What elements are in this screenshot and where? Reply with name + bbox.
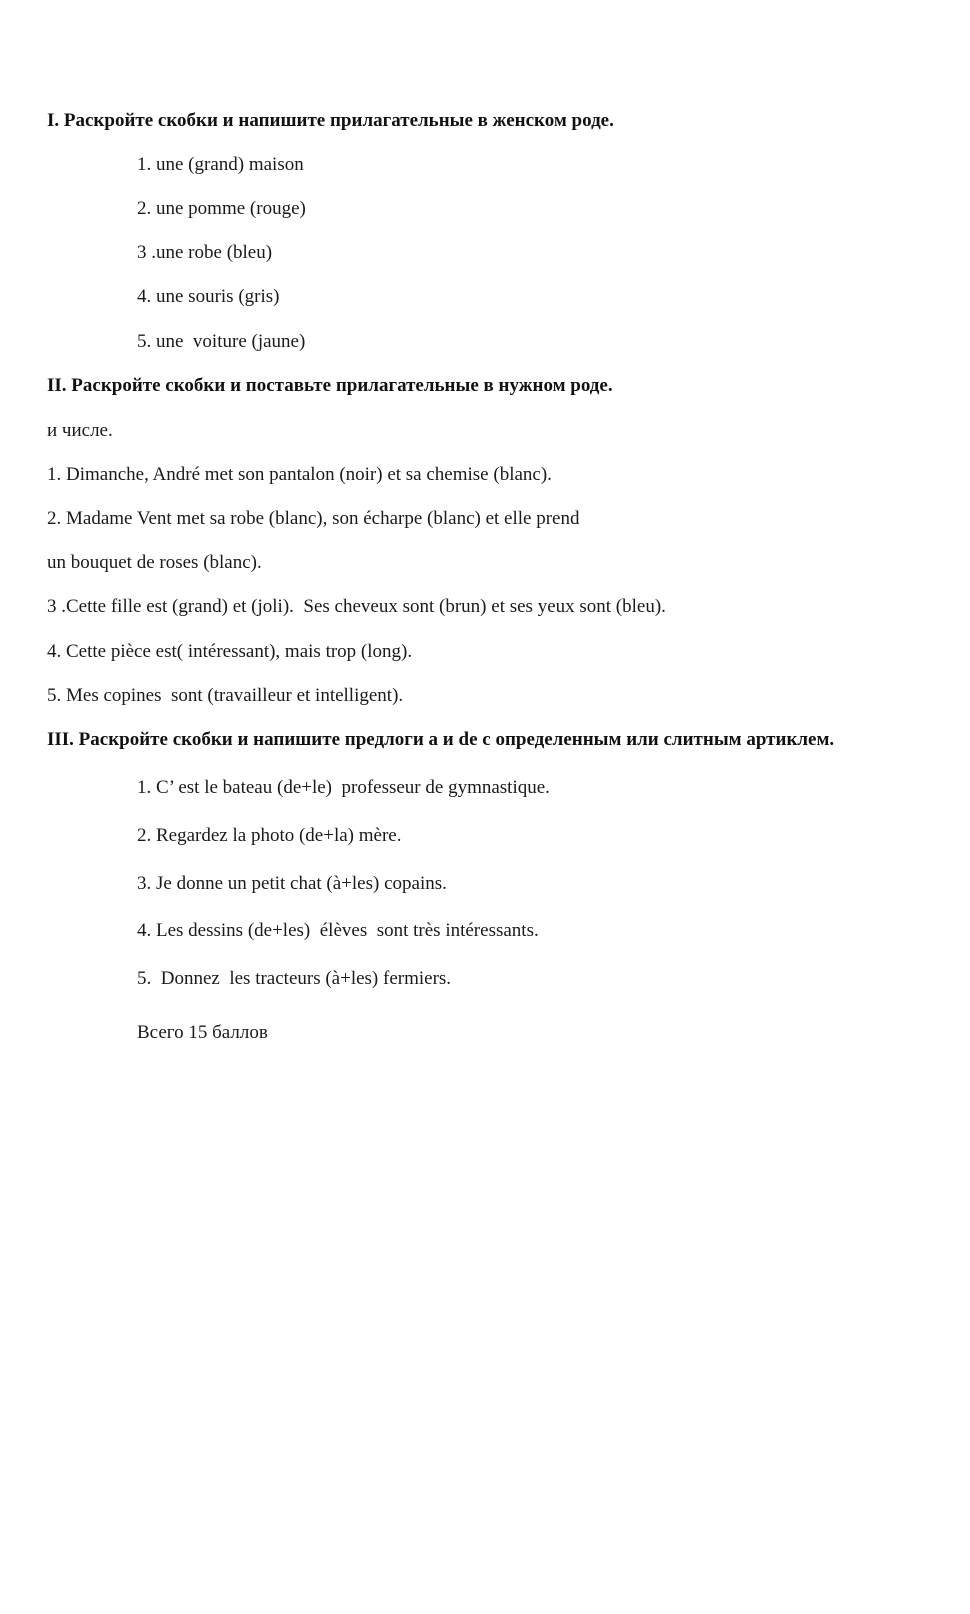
section2-item: 3 .Cette fille est (grand) et (joli). Ses cheveux sont (brun) et ses yeux sont (bleu). [47,596,666,617]
section3-item: 1. C’ est le bateau (de+le) professeur de gymnastique. [137,777,550,798]
section2-item: 4. Cette pièce est( intéressant), mais trop (long). [47,641,413,662]
section2-item: un bouquet de roses (blanc). [47,552,262,573]
section1-item: 1. une (grand) maison [137,154,304,175]
section3-item: 4. Les dessins (de+les) élèves sont très intéressants. [137,920,539,941]
section2-item: 1. Dimanche, André met son pantalon (noir) et sa chemise (blanc). [47,464,552,485]
section1-heading: I. Раскройте скобки и напишите прилагательные в женском роде. [47,110,614,131]
section1-item: 2. une pomme (rouge) [137,198,306,219]
section1-item: 4. une souris (gris) [137,286,280,307]
section2-item: 5. Mes copines sont (travailleur et intelligent). [47,685,404,706]
section2-subheading: и числе. [47,420,113,441]
section3-item: 5. Donnez les tracteurs (à+les) fermiers. [137,968,452,989]
section3-item: 3. Je donne un petit chat (à+les) copains. [137,873,447,894]
section3-heading: III. Раскройте скобки и напишите предлоги а и de с определенным или слитным артиклем. [47,729,835,750]
section3-item: 2. Regardez la photo (de+la) mère. [137,825,402,846]
section1-item: 3 .une robe (bleu) [137,242,273,263]
section2-heading: II. Раскройте скобки и поставьте прилагательные в нужном роде. [47,375,613,396]
total-score: Всего 15 баллов [137,1022,268,1043]
section1-item: 5. une voiture (jaune) [137,331,306,352]
section2-item: 2. Madame Vent met sa robe (blanc), son écharpe (blanc) et elle prend [47,508,580,529]
